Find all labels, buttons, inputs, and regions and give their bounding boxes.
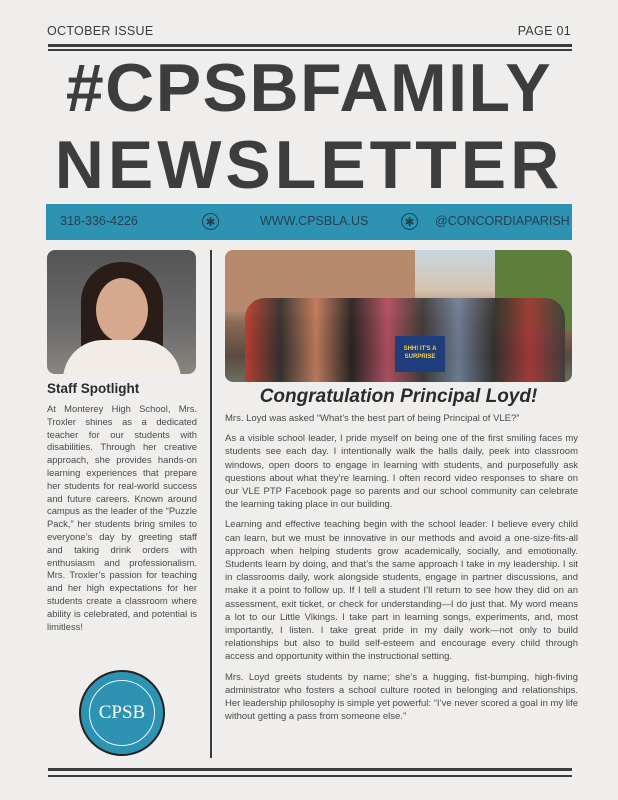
newsletter-title-line2: NEWSLETTER <box>54 127 564 203</box>
feature-paragraph: As a visible school leader, I pride myself on being one of the first smiling faces my students see each day. I intentionally walk the halls daily, peek into classroom windows, open doors to engage in learning with students, and purposefully ask questions about what they’re learning. I often record video responses to share on our VLE PTP Facebook page so parents and our school community can celebrate the learning taking place in our building. <box>225 433 578 511</box>
column-divider <box>210 250 212 758</box>
social-handle[interactable]: @CONCORDIAPARISH <box>435 214 570 228</box>
staff-photo <box>47 250 196 374</box>
principal-group-photo <box>225 250 572 382</box>
page-number: PAGE 01 <box>517 24 571 38</box>
logo-initials: CPSB <box>89 680 155 746</box>
issue-label: OCTOBER ISSUE <box>47 24 154 38</box>
spotlight-body: At Monterey High School, Mrs. Troxler shines as a dedicated teacher for our students with disabilities. Through her creative approach, she provides hands-on learning experiences that prepare her students for real-world success and future careers. Known around campus as the leader of the “Puzzle Pack,” her students bring smiles to everyone’s day by greeting staff and taking drink orders with enthusiasm and professionalism. Mrs. Troxler’s passion for teaching and her high expectations for her students create a classroom where ability is celebrated, and potential is limitless! <box>47 403 197 632</box>
asterisk-circle-icon: ✱ <box>202 213 219 230</box>
spotlight-heading: Staff Spotlight <box>47 381 140 396</box>
contact-bar <box>46 204 572 240</box>
bottom-rule-thin <box>48 775 572 777</box>
bottom-rule-thick <box>48 768 572 771</box>
top-rule-thick <box>48 44 572 47</box>
asterisk-circle-icon: ✱ <box>401 213 418 230</box>
feature-paragraph: Mrs. Loyd greets students by name; she’s a hugging, fist-bumping, high-fiving administrator who fosters a school culture rooted in belonging and relationships. Her leadership philosophy is simple yet powerful: “I’ve never scored a goal in my life without getting a pass from someone else.” <box>225 671 578 723</box>
newsletter-title-line1: #CPSBFAMILY <box>65 50 553 126</box>
website-link[interactable]: WWW.CPSBLA.US <box>260 214 369 228</box>
feature-paragraph: Learning and effective teaching begin with the school leader. I believe every child can learn, but we must be innovative in our methods and avoid a one-size-fits-all approach when helping students grow academically, socially, and emotionally. Students learn by doing, and that’s the same approach I take in my leadership. I sit in classrooms daily, work alongside students, engage in partner discussions, and make it a point to follow up. If I tell a student I’ll return to see how they did on an assessment, exit ticket, or check for understanding—I do just that. My word means a lot to our Little Vikings. I take part in learning songs, experiments, and, most importantly, I listen. I take great pride in my daily work—not only to build relationships but also to build self-esteem and encourage every child through access and opportunity within the instructional setting. <box>225 519 578 663</box>
feature-heading: Congratulation Principal Loyd! <box>259 386 538 407</box>
feature-body <box>225 412 578 730</box>
surprise-sign: SHH! IT'S A SURPRISE <box>395 336 445 372</box>
phone-number: 318-336-4226 <box>60 214 138 228</box>
cpsb-logo <box>79 670 165 756</box>
feature-paragraph: Mrs. Loyd was asked “What’s the best part of being Principal of VLE?” <box>225 413 520 424</box>
